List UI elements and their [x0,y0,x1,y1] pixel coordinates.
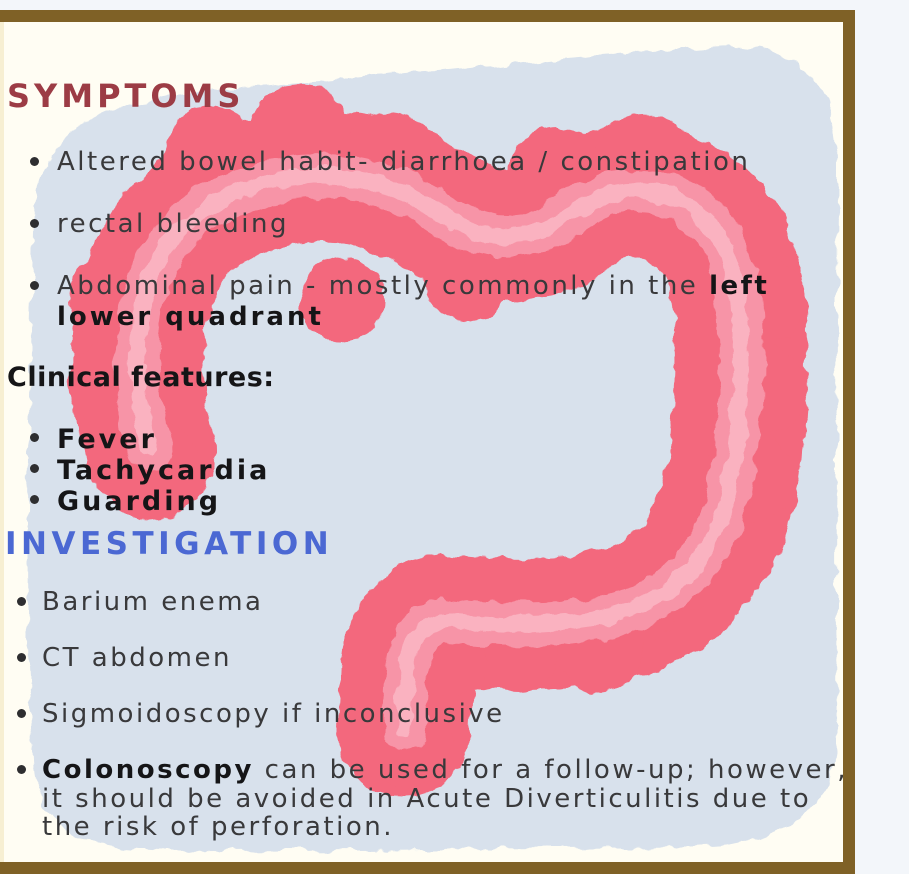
note-bold: Colonoscopy [42,755,254,785]
list-item [30,148,750,178]
bullet-icon [30,219,39,228]
note-text-line2: it should be avoided in Acute Diverticulitis due to [42,784,812,814]
list-item [30,486,221,517]
list-item [30,210,289,240]
symptom-item-text: Abdominal pain - mostly commonly in the [57,271,710,301]
bullet-icon [17,765,26,774]
symptom-item-text: rectal bleeding [57,209,289,239]
list-item [17,588,263,618]
bullet-icon [30,433,39,442]
note-text: can be used for a follow-up; however, [253,755,848,785]
clinical-item-text: Fever [57,424,157,455]
clinical-features-heading: Clinical features: [7,362,275,393]
note-text-line3: the risk of perforation. [42,812,394,842]
investigation-item-text: Sigmoidoscopy if inconclusive [42,699,505,729]
list-item [30,455,270,486]
bullet-icon [30,464,39,473]
clinical-item-text: Tachycardia [57,455,271,486]
list-item [17,756,848,786]
bullet-icon [30,281,39,290]
symptoms-heading: SYMPTOMS [7,77,245,115]
list-item [17,644,232,674]
bullet-icon [17,597,26,606]
clinical-item-text: Guarding [57,486,222,517]
bullet-icon [17,709,26,718]
symptom-item-bold: left [709,271,770,301]
investigation-item-text: CT abdomen [42,643,232,673]
investigation-heading: INVESTIGATION [5,526,334,562]
bullet-icon [17,653,26,662]
symptom-item-bold-wrap: lower quadrant [57,302,324,332]
bullet-icon [30,495,39,504]
list-item [17,700,505,730]
list-item [30,424,157,455]
list-item [30,272,769,302]
symptom-item-text: Altered bowel habit- diarrhoea / constipation [57,147,751,177]
investigation-item-text: Barium enema [42,587,264,617]
bullet-icon [30,157,39,166]
